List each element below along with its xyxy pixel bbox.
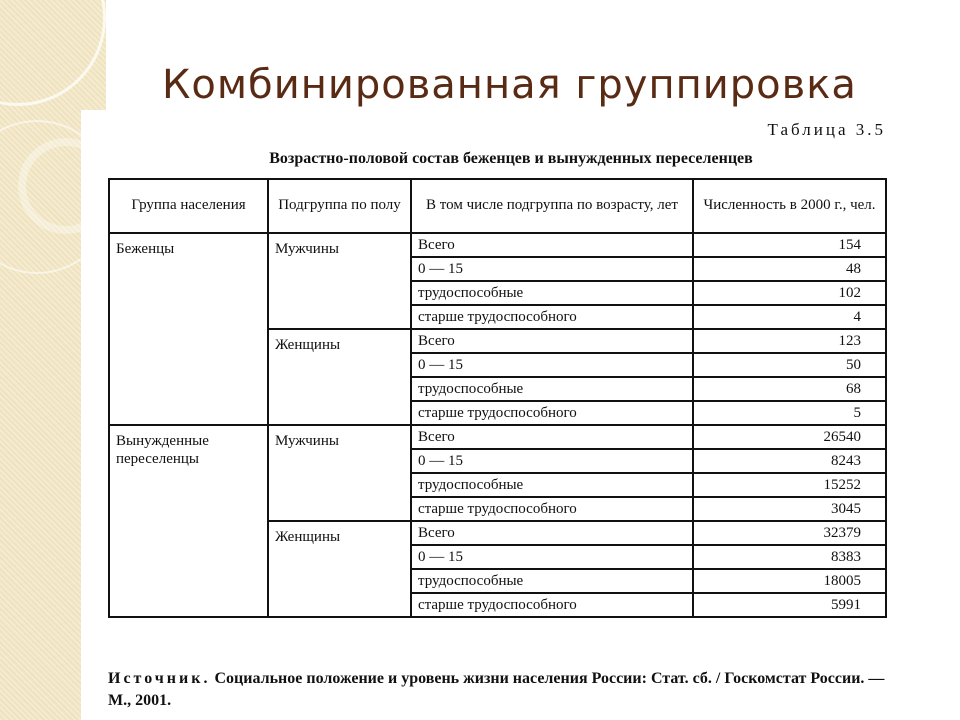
count-cell: 5 [693, 401, 886, 425]
decorative-ring [0, 0, 106, 106]
age-subgroup-cell: старше трудоспособного [411, 593, 693, 617]
age-subgroup-cell: 0 — 15 [411, 353, 693, 377]
age-subgroup-cell: 0 — 15 [411, 545, 693, 569]
header-sex: Подгруппа по полу [268, 179, 411, 233]
age-subgroup-cell: старше трудоспособного [411, 497, 693, 521]
count-cell: 123 [693, 329, 886, 353]
age-subgroup-cell: трудоспособные [411, 377, 693, 401]
table-row [109, 425, 886, 449]
count-cell: 50 [693, 353, 886, 377]
age-subgroup-cell: старше трудоспособного [411, 305, 693, 329]
header-count: Численность в 2000 г., чел. [693, 179, 886, 233]
age-subgroup-cell: Всего [411, 425, 693, 449]
table-body [109, 233, 886, 617]
count-cell: 15252 [693, 473, 886, 497]
count-cell: 8243 [693, 449, 886, 473]
scanned-table-image [81, 110, 960, 720]
source-text: Социальное положение и уровень жизни населения России: Стат. сб. / Госкомстат России. — М., 2001. [108, 670, 885, 710]
count-cell: 102 [693, 281, 886, 305]
age-subgroup-cell: трудоспособные [411, 473, 693, 497]
sex-subgroup-cell: Мужчины [268, 425, 411, 521]
table-caption: Возрастно-половой состав беженцев и вынужденных переселенцев [269, 150, 753, 167]
sex-subgroup-cell: Женщины [268, 329, 411, 425]
sex-subgroup-cell: Женщины [268, 521, 411, 617]
age-subgroup-cell: трудоспособные [411, 281, 693, 305]
sex-subgroup-cell: Мужчины [268, 233, 411, 329]
age-subgroup-cell: 0 — 15 [411, 449, 693, 473]
source-note [108, 668, 898, 713]
group-cell: Вынужденные переселенцы [109, 425, 268, 617]
count-cell: 8383 [693, 545, 886, 569]
age-subgroup-cell: старше трудоспособного [411, 401, 693, 425]
age-subgroup-cell: Всего [411, 521, 693, 545]
data-table [108, 178, 887, 618]
slide-title: Комбинированная группировка [162, 62, 857, 108]
age-subgroup-cell: трудоспособные [411, 569, 693, 593]
age-subgroup-cell: 0 — 15 [411, 257, 693, 281]
count-cell: 26540 [693, 425, 886, 449]
count-cell: 154 [693, 233, 886, 257]
header-group: Группа населения [109, 179, 268, 233]
count-cell: 32379 [693, 521, 886, 545]
count-cell: 5991 [693, 593, 886, 617]
age-subgroup-cell: Всего [411, 233, 693, 257]
count-cell: 3045 [693, 497, 886, 521]
count-cell: 4 [693, 305, 886, 329]
count-cell: 68 [693, 377, 886, 401]
table-number: Таблица 3.5 [767, 120, 886, 139]
group-cell: Беженцы [109, 233, 268, 425]
header-age: В том числе подгруппа по возрасту, лет [411, 179, 693, 233]
header-row [109, 179, 886, 233]
table-row [109, 233, 886, 257]
count-cell: 18005 [693, 569, 886, 593]
source-label: Источник. [108, 670, 211, 687]
count-cell: 48 [693, 257, 886, 281]
age-subgroup-cell: Всего [411, 329, 693, 353]
